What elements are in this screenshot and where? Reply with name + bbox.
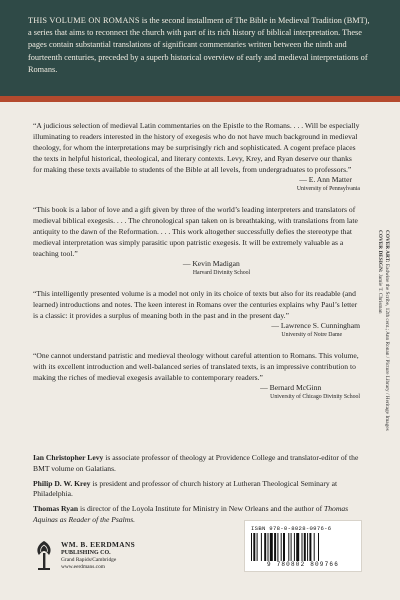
endorser-name: — Bernard McGinn [260,383,322,392]
barcode-bar [318,533,319,561]
accent-divider [0,96,400,102]
barcode-bar [288,533,289,561]
barcode-bar [274,533,276,561]
author-name: Philip D. W. Krey [33,478,91,488]
publisher-url: www.eerdmans.com [61,563,105,570]
endorsement [33,204,360,277]
barcode-bar [307,533,308,561]
cover-art-text: Eadwine the Scribe, 12th cent.; Ann Ronan / Picture Library / Heritage Images [384,262,390,431]
cover-design-label: COVER DESIGN: [377,230,383,273]
barcode-bar [281,533,282,561]
barcode-bar [264,533,266,561]
barcode-bar [261,533,262,561]
endorser-name: — Lawrence S. Cunningham [271,321,360,330]
publisher-logo [33,535,143,575]
endorsement [33,350,360,401]
barcode-bar [277,533,278,561]
barcode-bar [268,533,269,561]
author-bio-text: is director of the Loyola Institute for Ministry in New Orleans and the author of [78,504,325,514]
endorsement-text: “This intelligently presented volume is a model not only in its choice of texts but also for its readable (and learned) introductions and notes. The keen interest in Romans over the centuries explains why Paul’s letter is a classic: it provides a surplus of meaning both in the past and in the present day.” [33,289,358,320]
author-bio [33,453,360,475]
endorser-affiliation: University of Notre Dame [281,332,343,338]
cover-credits [376,230,390,590]
endorsement-text: “One cannot understand patristic and medieval theology without careful attention to Romans. This volume, with its excellent introduction and well-balanced series of translated texts, is an impressive contribution to making the riches of medieval exegesis available to contemporary readers.” [33,351,359,382]
barcode-bar [283,533,285,561]
eerdmans-tree-icon [33,539,55,571]
barcode-number: 9 780802 809766 [266,561,339,568]
endorser-affiliation: University of Pennsylvania [296,186,360,192]
endorser-name: — Kevin Madigan [182,259,240,268]
author-bios [33,453,360,530]
cover-art-label: COVER ART: [384,230,390,263]
endorsements [33,120,360,412]
endorser-name: — E. Ann Matter [299,175,352,184]
endorsement-text: “This book is a labor of love and a gift given by three of the world’s leading interpreters and translators of medieval biblical exegesis. . . . The chronological span taken on is breathtaking, with translations from late antiquity to the dawn of the Reformation. . . . This work altogether successfully defies the stereotype that medieval interpretation was simply parasitic upon patristic exegesis. It will be extremely valuable as a teaching tool.” [33,205,358,258]
barcode-bar [294,533,295,561]
endorsement-text: “A judicious selection of medieval Latin commentaries on the Epistle to the Romans. . . . Will be especially illuminating to readers interested in the history of exegesis who do not have much background in medieval theology, for whom the interpretations may be surprisingly rich and sophisticated. A cogent preface places the texts in helpful historical, theological, and literary contexts. Levy, Krey, and Ryan deserve our thanks for making these texts available to students of the Bible at all levels, from undergraduates to professors.” [33,121,360,174]
isbn-barcode [244,520,362,572]
summary-lead: THIS VOLUME ON ROMANS [28,16,140,25]
endorsement [33,288,360,339]
barcode-bar [304,533,306,561]
summary-text [28,15,374,76]
endorser-affiliation: Harvard Divinity School [192,270,251,276]
isbn-label: ISBN 978-0-8028-0976-6 [251,525,332,532]
barcode-bar [270,533,273,561]
author-name: Thomas Ryan [33,504,79,514]
book-title: Thomas Aquinas as Reader of the Psalms. [33,504,349,524]
barcode-bar [251,533,252,561]
barcode-bar [253,533,255,561]
summary-body: is the second installment of The Bible in Medieval Tradition (BMT), a series that aims to reconnect the church with part of its rich history of biblical interpretation. These pages contain substantial translations of significant commentaries written between the ninth and fourteenth centuries, preceded by a superb historical overview of early and medieval interpretations of Romans. [28,16,370,74]
barcode-icon [251,533,355,561]
endorser-affiliation: University of Chicago Divinity School [270,394,360,400]
summary-band [0,0,400,96]
barcode-bar [257,533,258,561]
author-bio-text: is associate professor of theology at Providence College and translator-editor of the BMT volume on Galatians. [33,453,359,473]
barcode-bar [291,533,292,561]
publisher-name: WM. B. EERDMANS [61,539,136,549]
publisher-location: Grand Rapids/Cambridge [61,556,117,563]
barcode-bar [309,533,311,561]
cover-design-text: Jamie T. Chrisman [377,272,383,314]
author-bio-text: is president and professor of church history at Lutheran Theological Seminary at Philadelphia. [33,478,338,499]
endorsement [33,120,360,193]
publisher-name-2: PUBLISHING CO. [61,549,111,556]
barcode-bar [302,533,303,561]
author-name: Ian Christopher Levy [33,453,104,462]
barcode-bar [314,533,315,561]
barcode-bar [296,533,299,561]
author-bio [33,479,360,501]
